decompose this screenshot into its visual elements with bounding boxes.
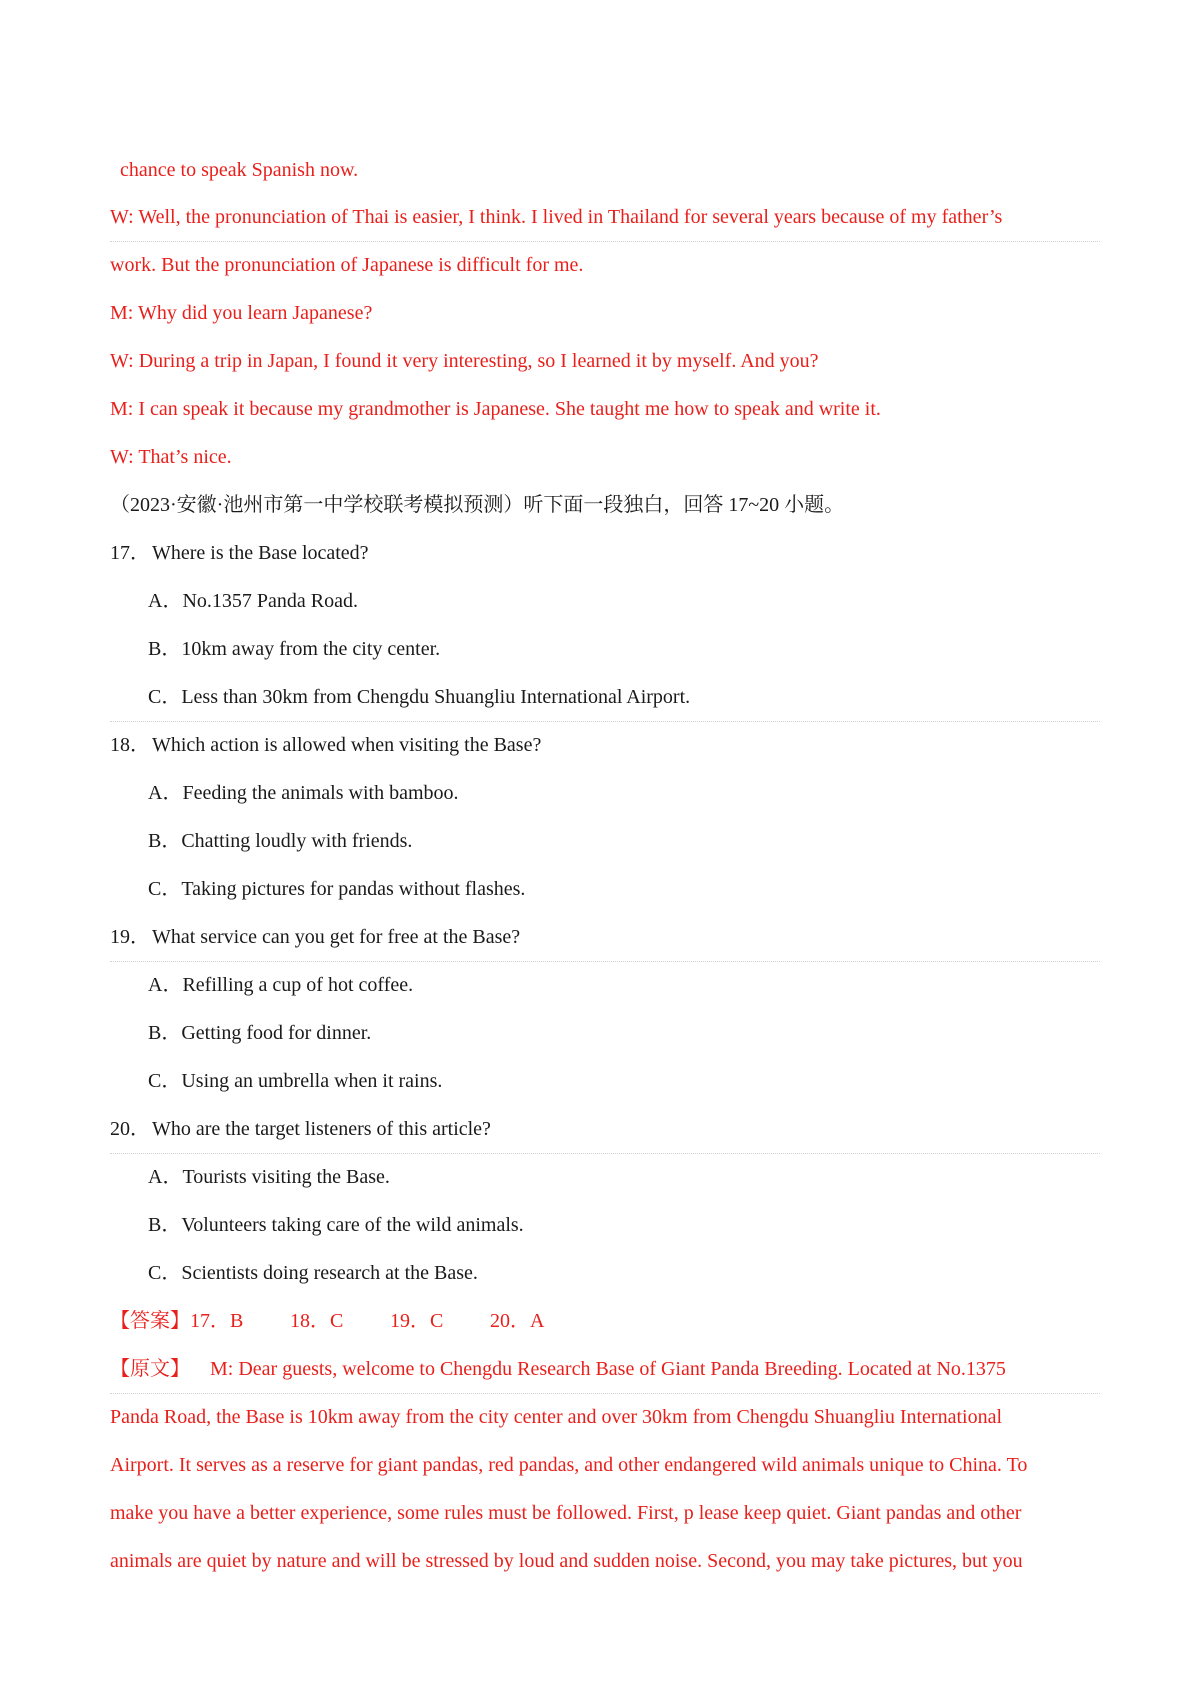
option-17-b: B．10km away from the city center. <box>148 638 441 660</box>
question-18 <box>110 733 541 757</box>
option-20-c: C．Scientists doing research at the Base. <box>148 1262 478 1284</box>
question-20 <box>110 1117 491 1141</box>
dialogue-line: W: That’s nice. <box>110 446 232 468</box>
answer-item: 17．B <box>190 1310 244 1332</box>
transcript-line: animals are quiet by nature and will be stressed by loud and sudden noise. Second, you may take pictures, but you <box>110 1550 1023 1572</box>
question-number: 18． <box>110 734 150 756</box>
option-20-a: A．Tourists visiting the Base. <box>148 1166 390 1188</box>
answer-label: 【答案】 <box>110 1310 190 1332</box>
option-19-c: C．Using an umbrella when it rains. <box>148 1070 443 1092</box>
transcript-line: make you have a better experience, some rules must be followed. First, p lease keep quiet. Giant pandas and other <box>110 1502 1022 1524</box>
section-intro: （2023·安徽·池州市第一中学校联考模拟预测）听下面一段独白，回答 17~20 小题。 <box>110 494 845 516</box>
option-17-a: A．No.1357 Panda Road. <box>148 590 358 612</box>
option-18-c: C．Taking pictures for pandas without flashes. <box>148 878 526 900</box>
dialogue-line: work. But the pronunciation of Japanese is difficult for me. <box>110 254 584 276</box>
question-text: What service can you get for free at the Base? <box>152 926 521 948</box>
option-19-b: B．Getting food for dinner. <box>148 1022 372 1044</box>
answer-key <box>110 1309 544 1333</box>
question-17 <box>110 541 369 565</box>
transcript-text: M: Dear guests, welcome to Chengdu Research Base of Giant Panda Breeding. Located at No.1375 <box>210 1358 1006 1380</box>
option-17-c: C．Less than 30km from Chengdu Shuangliu International Airport. <box>148 686 691 708</box>
dialogue-line: W: During a trip in Japan, I found it very interesting, so I learned it by myself. And you? <box>110 350 819 372</box>
question-19 <box>110 925 520 949</box>
option-19-a: A．Refilling a cup of hot coffee. <box>148 974 414 996</box>
question-text: Which action is allowed when visiting the Base? <box>152 734 542 756</box>
dotted-rule <box>110 721 1100 722</box>
dotted-rule <box>110 961 1100 962</box>
dialogue-line: M: Why did you learn Japanese? <box>110 302 373 324</box>
question-text: Who are the target listeners of this article? <box>152 1118 491 1140</box>
option-20-b: B．Volunteers taking care of the wild animals. <box>148 1214 524 1236</box>
question-text: Where is the Base located? <box>152 542 369 564</box>
transcript-label: 【原文】 <box>110 1358 190 1380</box>
dotted-rule <box>110 241 1100 242</box>
dialogue-line: W: Well, the pronunciation of Thai is easier, I think. I lived in Thailand for several years because of my father’s <box>110 206 1003 228</box>
question-number: 17． <box>110 542 150 564</box>
answer-item: 18．C <box>290 1310 344 1332</box>
question-number: 20． <box>110 1118 150 1140</box>
transcript-line: Airport. It serves as a reserve for giant pandas, red pandas, and other endangered wild animals unique to China. To <box>110 1454 1028 1476</box>
transcript-line <box>110 1357 1006 1381</box>
answer-item: 19．C <box>390 1310 444 1332</box>
transcript-line: Panda Road, the Base is 10km away from the city center and over 30km from Chengdu Shuangliu International <box>110 1406 1003 1428</box>
dialogue-line: chance to speak Spanish now. <box>120 159 359 181</box>
question-number: 19． <box>110 926 150 948</box>
option-18-b: B．Chatting loudly with friends. <box>148 830 413 852</box>
dotted-rule <box>110 1393 1100 1394</box>
dialogue-line: M: I can speak it because my grandmother is Japanese. She taught me how to speak and write it. <box>110 398 881 420</box>
option-18-a: A．Feeding the animals with bamboo. <box>148 782 459 804</box>
answer-item: 20．A <box>490 1310 545 1332</box>
dotted-rule <box>110 1153 1100 1154</box>
